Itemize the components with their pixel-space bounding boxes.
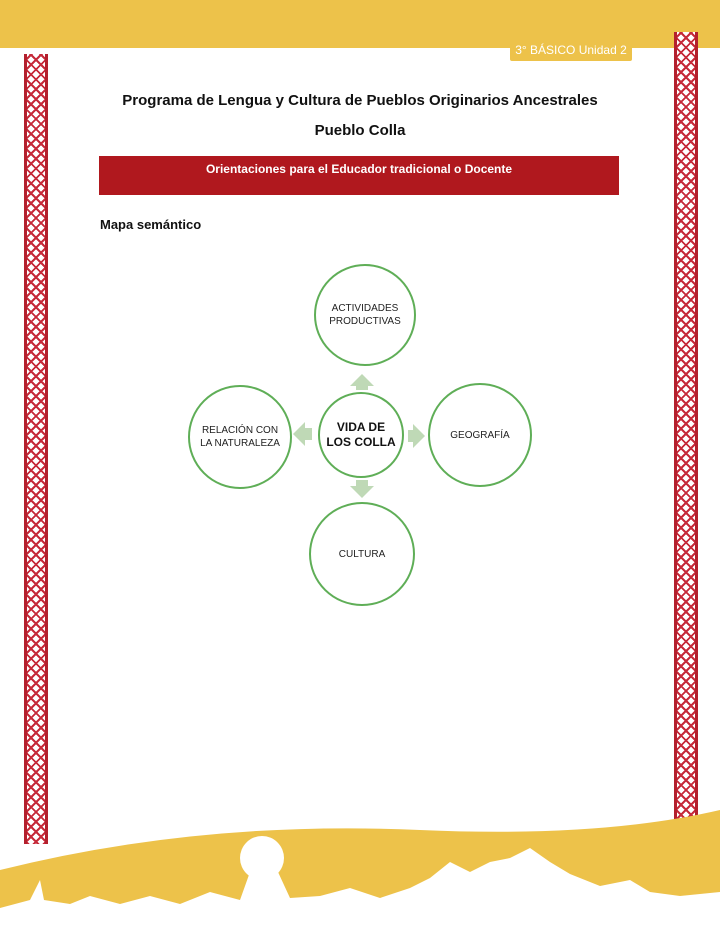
node-relacion-naturaleza-label: RELACIÓN CON LA NATURALEZA [200, 425, 280, 449]
node-vida-colla [318, 392, 404, 478]
page-title: Programa de Lengua y Cultura de Pueblos Originarios Ancestrales [122, 92, 598, 109]
node-actividades-productivas-label: ACTIVIDADES PRODUCTIVAS [329, 303, 401, 327]
guidance-banner: Orientaciones para el Educador tradicional o Docente [99, 156, 619, 195]
left-patterned-border [24, 54, 48, 844]
node-vida-colla-label: VIDA DE LOS COLLA [326, 420, 396, 449]
arrow-left [293, 422, 312, 446]
arrow-right [408, 424, 425, 448]
arrow-up [350, 374, 374, 390]
node-cultura-label: CULTURA [338, 548, 386, 560]
node-relacion-naturaleza [188, 385, 292, 489]
node-geografia [428, 383, 532, 487]
node-geografia-label: GEOGRAFÍA [450, 429, 510, 441]
semantic-map [180, 258, 540, 614]
page-subtitle: Pueblo Colla [314, 122, 406, 139]
footer-tree-trunk [259, 870, 265, 904]
section-heading: Mapa semántico [100, 217, 202, 232]
arrow-down [350, 480, 374, 498]
node-actividades-productivas [314, 264, 416, 366]
node-cultura [309, 502, 415, 606]
right-patterned-border [674, 32, 698, 822]
footer-landscape-illustration [0, 800, 720, 932]
unit-badge: 3° BÁSICO Unidad 2 [510, 39, 632, 61]
